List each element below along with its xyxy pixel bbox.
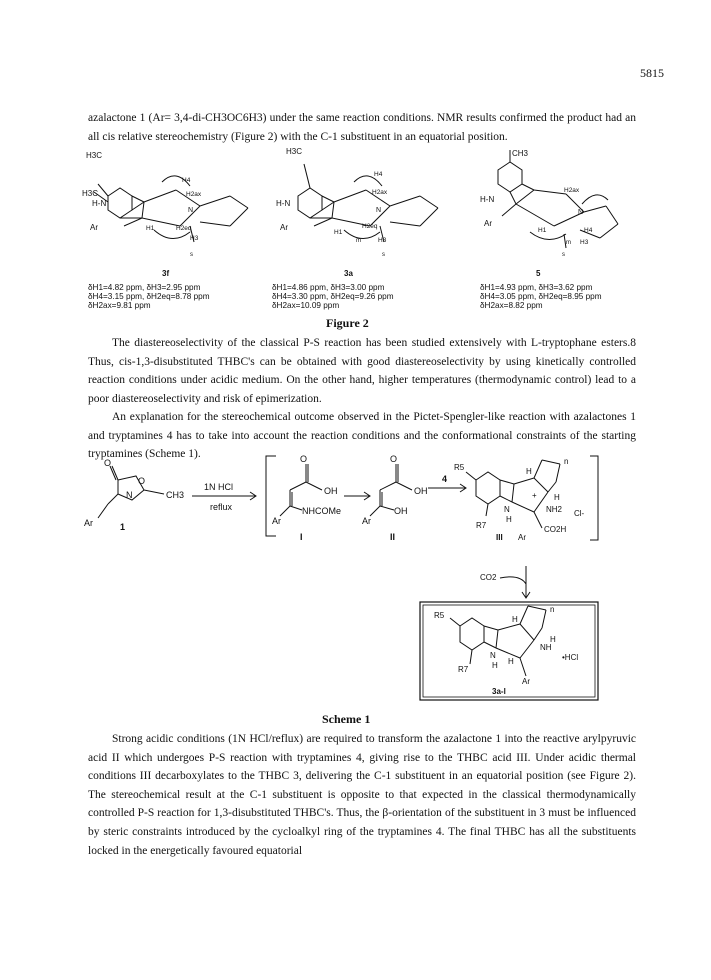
label-h2eq-1: H2eq [176,225,192,232]
label-s-3: s [562,252,565,258]
label-h1-3: H1 [538,227,547,234]
label-h3c-top: H3C [86,151,103,160]
scheme-r5-2: R5 [434,611,445,620]
scheme-ar-2: Ar [272,516,281,526]
shift-line: δH4=3.30 ppm, δH2eq=9.26 ppm [272,292,394,302]
scheme-nh: NH [540,643,552,652]
shift-line: δH2ax=9.81 ppm [88,301,151,311]
label-h3c-2: H3C [286,147,303,156]
compound-label-3a: 3a [344,269,353,278]
label-h2ax-2: H2ax [372,189,388,196]
scheme-n-3: N [490,651,496,660]
structure-5 [498,150,618,248]
scheme-h-2: H [554,493,560,502]
scheme-o-2: O [138,476,146,486]
scheme1-caption: Scheme 1 [322,712,371,726]
compound-label-3f: 3f [162,269,170,278]
shift-line: δH4=3.15 ppm, δH2eq=8.78 ppm [88,292,210,302]
scheme-condition: reflux [210,502,233,512]
nmr-shifts-3a [272,283,394,311]
scheme-co2: CO2 [480,573,497,582]
scheme-plus: + [532,491,537,500]
scheme-hcl: •HCl [562,653,579,662]
label-h2ax-1: H2ax [186,191,202,198]
nmr-shifts-3f [88,283,210,311]
label-n-2: N [376,207,382,214]
scheme-nhcome: NHCOMe [302,506,342,516]
scheme-n-ring-2: n [550,605,555,614]
scheme-oh-3: OH [394,506,408,516]
label-s-2: s [382,252,385,258]
label-ar-2: Ar [280,223,288,232]
label-ar-3: Ar [484,219,492,228]
label-ar-1: Ar [90,223,98,232]
label-h3c-side: H3C [82,189,99,198]
scheme-n-2: N [504,505,510,514]
label-n-3: N [578,209,584,216]
scheme-h-1: H [526,467,532,476]
scheme-ch3: CH3 [166,490,185,500]
label-ch3-3: CH3 [512,149,529,158]
scheme-r5: R5 [454,463,465,472]
scheme-ar-5: Ar [522,677,530,686]
label-hn-2: H-N [276,199,291,208]
paragraph-explanation: An explanation for the stereochemical outcome observed in the Pictet-Spengler-like reaction with azalactones 1 and tryptamines 4 has to take into account the reaction conditions and the conformational constraints of the starting tryptamines (Scheme 1). [88,411,636,461]
scheme-compoundIII: III [496,533,503,542]
scheme-compoundI: I [300,532,303,542]
scheme-product: 3a-l [492,687,506,696]
structure-3f [94,176,248,242]
scheme-o-3: O [300,454,308,464]
label-h4-1: H4 [182,177,191,184]
scheme-ar-4: Ar [518,533,526,542]
scheme-oh-1: OH [324,486,338,496]
label-hn-3: H-N [480,195,495,204]
shift-line: δH2ax=8.82 ppm [480,301,543,311]
label-h1-2: H1 [334,229,343,236]
label-h2ax-3: H2ax [564,187,580,194]
label-hn-1: H-N [92,199,107,208]
shift-line: δH4=3.05 ppm, δH2eq=8.95 ppm [480,292,602,302]
scheme-o-4: O [390,454,398,464]
scheme-o-1: O [104,458,112,468]
label-h3-3: H3 [580,239,589,246]
structure-3a [298,164,438,242]
scheme-r7: R7 [476,521,487,530]
label-h3-1: H3 [190,235,199,242]
scheme-nh2: NH2 [546,505,563,514]
scheme-h-7: H [508,657,514,666]
scheme-compoundII: II [390,532,396,542]
scheme-ar-1: Ar [84,518,93,528]
scheme-ar-3: Ar [362,516,371,526]
shift-line: δH1=4.93 ppm, δH3=3.62 ppm [480,283,593,292]
label-h4-2: H4 [374,171,383,178]
shift-line: δH1=4.82 ppm, δH3=2.95 ppm [88,283,201,292]
paragraph-diastereoselectivity: The diastereoselectivity of the classical P-S reaction has been studied extensively with L-tryptophane esters.8 Thus, cis-1,3-disubstituted THBC's can be obtained with good diastereoselectivity by using kinetically controlled reaction conditions under acidic medium. On the other hand, higher temperatures (thermodynamic control) lead to a poor diastereoselectivity and risk of epimerization. [88,337,636,405]
scheme-compound1: 1 [120,522,126,532]
scheme-h-4: H [512,615,518,624]
scheme-reagent: 1N HCl [204,482,234,492]
scheme-n-ring-1: n [564,457,569,466]
scheme-oh-2: OH [414,486,428,496]
page-number: 5815 [640,66,664,80]
shift-line: δH2ax=10.09 ppm [272,301,340,311]
scheme-n-1: N [126,490,133,500]
label-h2eq-2: H2eq [362,223,378,230]
scheme-co2h: CO2H [544,525,567,534]
scheme-r7-2: R7 [458,665,469,674]
scheme-cl: Cl- [574,509,585,518]
label-m-3: m [566,240,571,246]
scheme-reagent2: 4 [442,474,448,484]
scheme1-drawing [80,450,640,705]
scheme-h-6: H [492,661,498,670]
label-m-2: m [356,238,361,244]
label-h1-1: H1 [146,225,155,232]
intro-paragraph: azalactone 1 (Ar= 3,4-di-CH3OC6H3) under the same reaction conditions. NMR results confirmed the product had an all cis relative stereochemistry (Figure 2) with the C-1 substituent in an equatorial position. [88,112,636,143]
figure2-caption: Figure 2 [326,316,369,330]
paragraph-mechanism: Strong acidic conditions (1N HCl/reflux) are required to transform the azalactone 1 into the reactive arylpyruvic acid II which undergoes P-S reaction with tryptamines 4, giving rise to the THBC acid III. Under acidic thermal conditions III decarboxylates to the THBC 3, delivering the C-1 substituent in an equatorial position (see Figure 2). The stereochemical result at the C-1 substituent is opposite to that expected in the classical thermodynamically controlled P-S reaction for 1,3-disubstituted THBC's. Thus, the β-orientation of the substituent in 3 must be influenced by steric constraints introduced by the cycloalkyl ring of the tryptamines 4. The final THBC has all the substituents locked in the energetically favoured equatorial [88,733,636,857]
label-h3-2: H3 [378,237,387,244]
scheme-h-5: H [550,635,556,644]
scheme-h-3: H [506,515,512,524]
nmr-shifts-5 [480,283,602,311]
shift-line: δH1=4.86 ppm, δH3=3.00 ppm [272,283,385,292]
figure2-structures [80,146,640,274]
label-s-1: s [190,252,193,258]
compound-label-5: 5 [536,269,541,278]
label-n-1: N [188,207,194,214]
label-h4-3: H4 [584,227,593,234]
